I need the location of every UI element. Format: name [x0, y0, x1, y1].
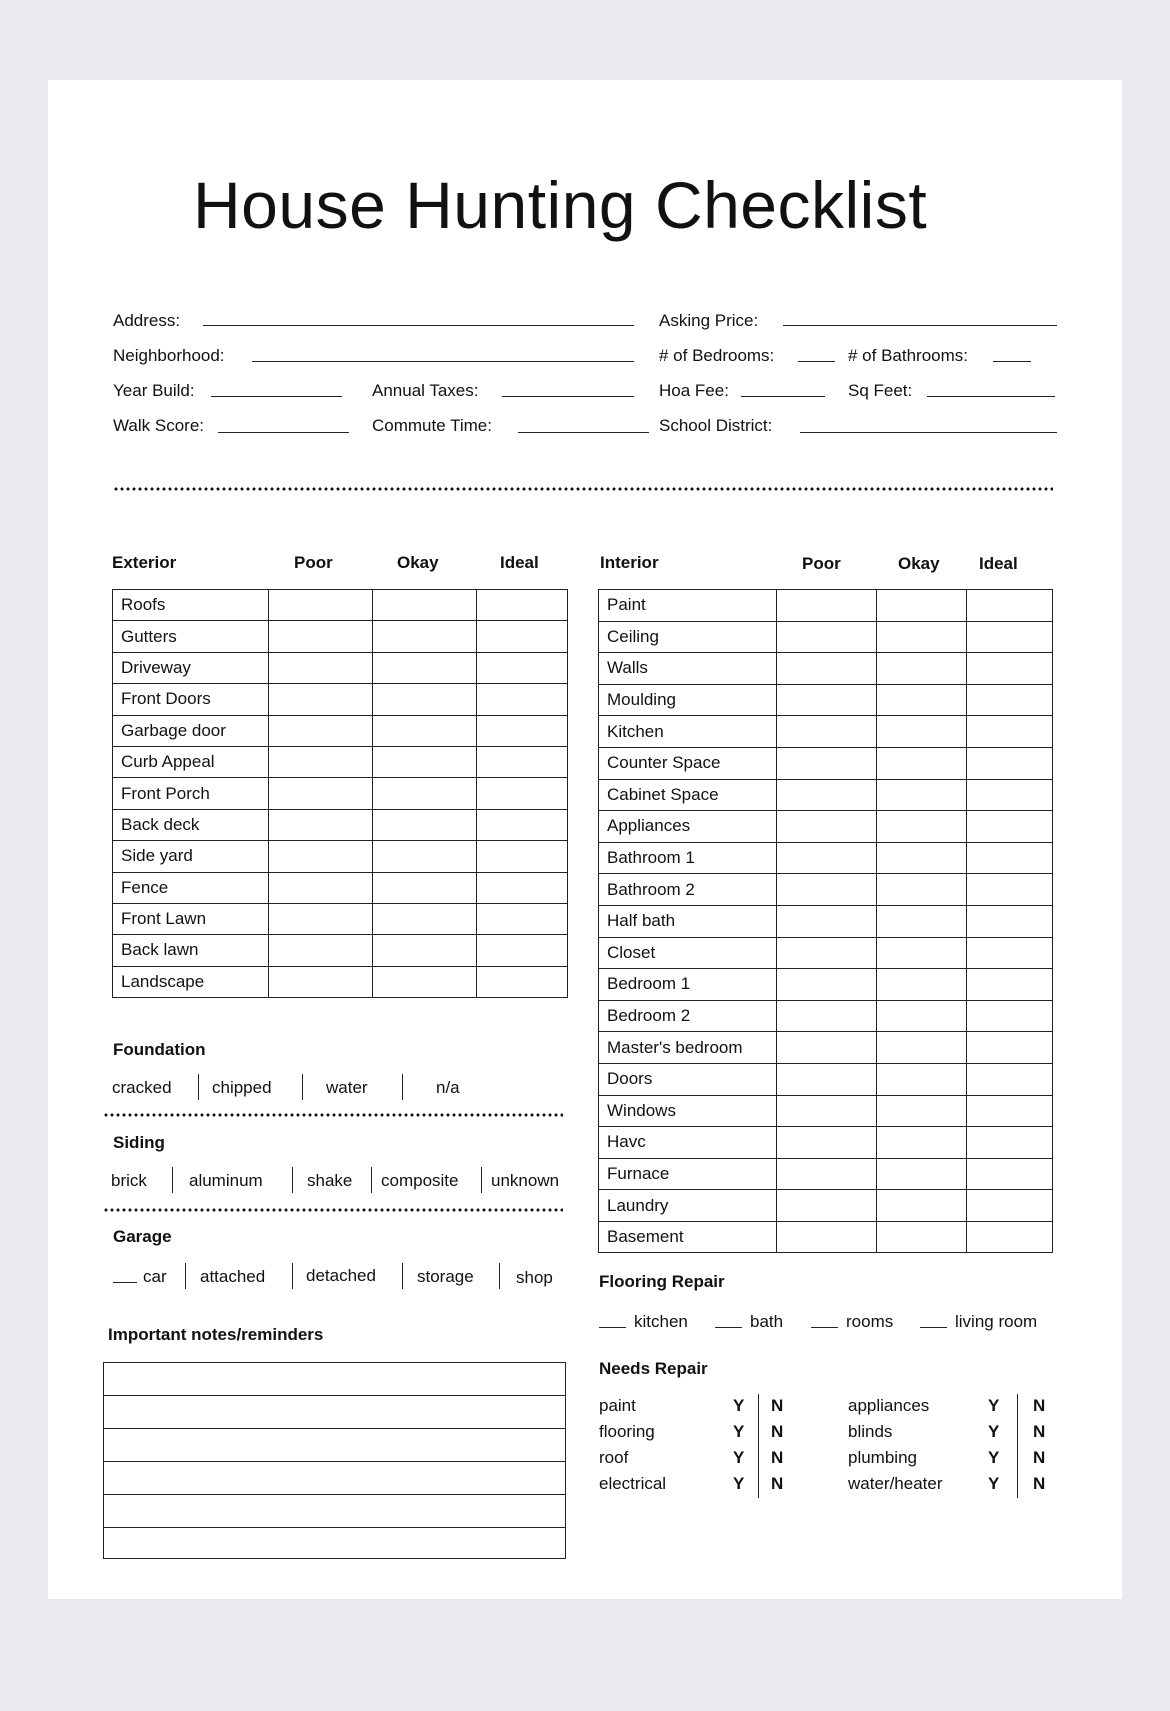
separator: [292, 1263, 293, 1289]
flooring-option: bath: [750, 1312, 784, 1331]
commute-time-label: Commute Time:: [372, 416, 492, 435]
interior-heading: Interior: [600, 553, 659, 572]
needs-repair-heading: Needs Repair: [599, 1359, 708, 1378]
rating-cell-ideal[interactable]: [967, 969, 1053, 1001]
table-row: [599, 811, 1053, 843]
rating-cell-poor[interactable]: [777, 716, 877, 748]
neighborhood-label: Neighborhood:: [113, 346, 225, 365]
separator: [172, 1167, 173, 1193]
rating-cell-okay[interactable]: [373, 966, 477, 997]
annual-taxes-field[interactable]: [502, 396, 634, 397]
asking-price-field[interactable]: [783, 325, 1057, 326]
yes-option[interactable]: Y: [733, 1422, 745, 1441]
rating-cell-ideal[interactable]: [967, 937, 1053, 969]
rating-cell-okay[interactable]: [877, 937, 967, 969]
table-row: [599, 653, 1053, 685]
rating-cell-poor[interactable]: [269, 809, 373, 840]
yes-option[interactable]: Y: [733, 1448, 745, 1467]
flooring-bath-field[interactable]: [715, 1327, 742, 1328]
repair-item-label: plumbing: [848, 1448, 917, 1467]
commute-time-field[interactable]: [518, 432, 649, 433]
row-label: Front Doors: [113, 684, 269, 715]
bathrooms-label: # of Bathrooms:: [848, 346, 969, 365]
rating-cell-poor[interactable]: [269, 778, 373, 809]
rating-cell-poor[interactable]: [777, 1190, 877, 1222]
rating-cell-poor[interactable]: [777, 684, 877, 716]
rating-cell-poor[interactable]: [777, 969, 877, 1001]
bedrooms-field[interactable]: [798, 361, 835, 362]
row-label: Counter Space: [599, 747, 777, 779]
rating-cell-ideal[interactable]: [477, 809, 568, 840]
rating-cell-ideal[interactable]: [967, 1158, 1053, 1190]
rating-cell-ideal[interactable]: [967, 716, 1053, 748]
table-row: [113, 621, 568, 652]
rating-cell-poor[interactable]: [777, 621, 877, 653]
rating-cell-poor[interactable]: [777, 842, 877, 874]
rating-cell-okay[interactable]: [877, 779, 967, 811]
address-label: Address:: [113, 311, 181, 330]
foundation-option[interactable]: n/a: [436, 1078, 460, 1097]
rating-cell-poor[interactable]: [777, 1032, 877, 1064]
separator: [1017, 1394, 1018, 1420]
rating-cell-okay[interactable]: [373, 935, 477, 966]
foundation-option[interactable]: chipped: [212, 1078, 272, 1097]
rating-cell-okay[interactable]: [373, 715, 477, 746]
rating-cell-okay[interactable]: [877, 1221, 967, 1253]
table-row: [599, 1221, 1053, 1253]
row-label: Curb Appeal: [113, 746, 269, 777]
table-row: [599, 1127, 1053, 1159]
rating-cell-poor[interactable]: [777, 811, 877, 843]
no-option[interactable]: N: [1033, 1474, 1046, 1493]
flooring-heading: Flooring Repair: [599, 1272, 725, 1291]
siding-option[interactable]: composite: [381, 1171, 459, 1190]
rating-cell-okay[interactable]: [877, 1063, 967, 1095]
table-row: [113, 590, 568, 621]
yes-option[interactable]: Y: [988, 1448, 1000, 1467]
repair-item-label: flooring: [599, 1422, 655, 1441]
table-row: [113, 903, 568, 934]
flooring-option: rooms: [846, 1312, 894, 1331]
table-row: [599, 937, 1053, 969]
row-label: Half bath: [599, 905, 777, 937]
no-option[interactable]: N: [1033, 1448, 1046, 1467]
table-row: [113, 684, 568, 715]
rating-cell-okay[interactable]: [877, 1032, 967, 1064]
table-row: [599, 1190, 1053, 1222]
exterior-heading: Exterior: [112, 553, 177, 572]
row-label: Kitchen: [599, 716, 777, 748]
row-label: Back deck: [113, 809, 269, 840]
row-label: Cabinet Space: [599, 779, 777, 811]
table-row: [599, 747, 1053, 779]
rating-cell-ideal[interactable]: [967, 905, 1053, 937]
table-row: [599, 1095, 1053, 1127]
yes-option[interactable]: Y: [733, 1396, 745, 1415]
notes-heading: Important notes/reminders: [108, 1325, 324, 1344]
rating-cell-ideal[interactable]: [967, 779, 1053, 811]
rating-cell-ideal[interactable]: [477, 746, 568, 777]
table-row: [599, 621, 1053, 653]
interior-col-okay: Okay: [898, 554, 940, 573]
rating-cell-poor[interactable]: [777, 1221, 877, 1253]
yes-option[interactable]: Y: [988, 1474, 1000, 1493]
rating-cell-okay[interactable]: [877, 716, 967, 748]
interior-col-ideal: Ideal: [979, 554, 1018, 573]
hoa-fee-field[interactable]: [741, 396, 825, 397]
table-row: [113, 841, 568, 872]
rating-cell-okay[interactable]: [877, 1127, 967, 1159]
rating-cell-ideal[interactable]: [967, 684, 1053, 716]
separator: [758, 1446, 759, 1472]
flooring-rooms-field[interactable]: [811, 1327, 838, 1328]
rating-cell-poor[interactable]: [777, 779, 877, 811]
separator: [481, 1167, 482, 1193]
no-option[interactable]: N: [1033, 1422, 1046, 1441]
table-row: [113, 872, 568, 903]
sq-feet-label: Sq Feet:: [848, 381, 913, 400]
table-row: [599, 874, 1053, 906]
rating-cell-ideal[interactable]: [967, 1095, 1053, 1127]
exterior-col-ideal: Ideal: [500, 553, 539, 572]
separator: [758, 1420, 759, 1446]
rating-cell-poor[interactable]: [269, 621, 373, 652]
row-label: Moulding: [599, 684, 777, 716]
annual-taxes-label: Annual Taxes:: [372, 381, 479, 400]
separator: [371, 1167, 372, 1193]
rating-cell-poor[interactable]: [777, 590, 877, 622]
rating-cell-okay[interactable]: [373, 621, 477, 652]
table-row: [599, 716, 1053, 748]
rating-cell-poor[interactable]: [269, 841, 373, 872]
year-build-field[interactable]: [211, 396, 342, 397]
repair-item-label: electrical: [599, 1474, 667, 1493]
separator: [758, 1472, 759, 1498]
table-row: [113, 809, 568, 840]
rating-cell-ideal[interactable]: [477, 715, 568, 746]
repair-item-label: water/heater: [848, 1474, 943, 1493]
table-row: [113, 778, 568, 809]
rating-cell-poor[interactable]: [777, 1095, 877, 1127]
rating-cell-poor[interactable]: [777, 1127, 877, 1159]
garage-option[interactable]: storage: [417, 1267, 474, 1286]
hoa-fee-label: Hoa Fee:: [659, 381, 729, 400]
garage-heading: Garage: [113, 1227, 172, 1246]
yes-option[interactable]: Y: [733, 1474, 745, 1493]
row-label: Basement: [599, 1221, 777, 1253]
row-label: Windows: [599, 1095, 777, 1127]
interior-table: [598, 589, 1053, 1253]
row-label: Roofs: [113, 590, 269, 621]
rating-cell-poor[interactable]: [777, 905, 877, 937]
rating-cell-okay[interactable]: [877, 969, 967, 1001]
rating-cell-okay[interactable]: [877, 1000, 967, 1032]
separator: [1017, 1446, 1018, 1472]
table-row: [113, 652, 568, 683]
rating-cell-poor[interactable]: [269, 590, 373, 621]
rating-cell-poor[interactable]: [269, 684, 373, 715]
row-label: Side yard: [113, 841, 269, 872]
row-label: Bedroom 2: [599, 1000, 777, 1032]
no-option[interactable]: N: [771, 1396, 784, 1415]
row-label: Front Lawn: [113, 903, 269, 934]
row-label: Gutters: [113, 621, 269, 652]
row-label: Appliances: [599, 811, 777, 843]
rating-cell-ideal[interactable]: [967, 621, 1053, 653]
separator: [1017, 1420, 1018, 1446]
rating-cell-ideal[interactable]: [477, 903, 568, 934]
dotted-divider: [103, 1113, 563, 1117]
yes-option[interactable]: Y: [988, 1396, 1000, 1415]
rating-cell-okay[interactable]: [877, 1158, 967, 1190]
rating-cell-ideal[interactable]: [967, 1221, 1053, 1253]
rating-cell-ideal[interactable]: [477, 684, 568, 715]
row-label: Havc: [599, 1127, 777, 1159]
rating-cell-poor[interactable]: [777, 1000, 877, 1032]
rating-cell-poor[interactable]: [269, 903, 373, 934]
table-row: [599, 1158, 1053, 1190]
separator: [292, 1167, 293, 1193]
repair-item-label: appliances: [848, 1396, 930, 1415]
rating-cell-okay[interactable]: [877, 621, 967, 653]
rating-cell-ideal[interactable]: [967, 590, 1053, 622]
rating-cell-poor[interactable]: [777, 1158, 877, 1190]
rating-cell-poor[interactable]: [777, 937, 877, 969]
garage-option[interactable]: shop: [516, 1268, 553, 1287]
rating-cell-ideal[interactable]: [967, 1127, 1053, 1159]
rating-cell-okay[interactable]: [373, 809, 477, 840]
rating-cell-okay[interactable]: [877, 842, 967, 874]
rating-cell-ideal[interactable]: [477, 621, 568, 652]
foundation-option[interactable]: cracked: [112, 1078, 172, 1097]
rating-cell-ideal[interactable]: [477, 841, 568, 872]
rating-cell-ideal[interactable]: [477, 778, 568, 809]
year-build-label: Year Build:: [113, 381, 195, 400]
rating-cell-ideal[interactable]: [967, 653, 1053, 685]
row-label: Laundry: [599, 1190, 777, 1222]
rating-cell-okay[interactable]: [877, 684, 967, 716]
rating-cell-ideal[interactable]: [967, 747, 1053, 779]
flooring-option: living room: [955, 1312, 1038, 1331]
rating-cell-okay[interactable]: [877, 653, 967, 685]
separator: [499, 1263, 500, 1289]
rating-cell-poor[interactable]: [269, 935, 373, 966]
rating-cell-poor[interactable]: [269, 715, 373, 746]
car-count-field[interactable]: [113, 1282, 137, 1283]
rating-cell-okay[interactable]: [373, 746, 477, 777]
rating-cell-poor[interactable]: [777, 747, 877, 779]
garage-option[interactable]: detached: [306, 1266, 376, 1285]
separator: [402, 1074, 403, 1100]
table-row: [599, 842, 1053, 874]
row-label: Front Porch: [113, 778, 269, 809]
bedrooms-label: # of Bedrooms:: [659, 346, 775, 365]
siding-option[interactable]: brick: [111, 1171, 147, 1190]
flooring-option: kitchen: [634, 1312, 688, 1331]
table-row: [113, 935, 568, 966]
flooring-living-room-field[interactable]: [920, 1327, 947, 1328]
rating-cell-ideal[interactable]: [967, 1032, 1053, 1064]
rating-cell-okay[interactable]: [373, 590, 477, 621]
walk-score-label: Walk Score:: [113, 416, 205, 435]
asking-price-label: Asking Price:: [659, 311, 759, 330]
garage-option[interactable]: attached: [200, 1267, 266, 1286]
row-label: Paint: [599, 590, 777, 622]
rating-cell-ideal[interactable]: [477, 872, 568, 903]
rating-cell-okay[interactable]: [877, 747, 967, 779]
rating-cell-okay[interactable]: [877, 874, 967, 906]
rating-cell-okay[interactable]: [877, 590, 967, 622]
row-label: Walls: [599, 653, 777, 685]
table-row: [113, 715, 568, 746]
rating-cell-ideal[interactable]: [477, 590, 568, 621]
table-row: [599, 1032, 1053, 1064]
garage-option[interactable]: car: [143, 1267, 167, 1286]
rating-cell-okay[interactable]: [877, 1095, 967, 1127]
exterior-col-poor: Poor: [294, 553, 333, 572]
rating-cell-okay[interactable]: [877, 1190, 967, 1222]
no-option[interactable]: N: [771, 1422, 784, 1441]
school-district-field[interactable]: [800, 432, 1057, 433]
sq-feet-field[interactable]: [927, 396, 1055, 397]
notes-box[interactable]: [103, 1362, 566, 1559]
siding-option[interactable]: unknown: [491, 1171, 560, 1190]
rating-cell-poor[interactable]: [269, 966, 373, 997]
separator: [1017, 1472, 1018, 1498]
rating-cell-poor[interactable]: [777, 653, 877, 685]
rating-cell-poor[interactable]: [269, 746, 373, 777]
siding-heading: Siding: [113, 1133, 165, 1152]
table-row: [599, 969, 1053, 1001]
rating-cell-okay[interactable]: [877, 905, 967, 937]
dotted-divider: [103, 1208, 563, 1212]
rating-cell-poor[interactable]: [777, 874, 877, 906]
table-row: [113, 966, 568, 997]
rating-cell-okay[interactable]: [373, 778, 477, 809]
row-label: Bathroom 1: [599, 842, 777, 874]
row-label: Furnace: [599, 1158, 777, 1190]
row-label: Bathroom 2: [599, 874, 777, 906]
row-label: Garbage door: [113, 715, 269, 746]
table-row: [599, 590, 1053, 622]
row-label: Closet: [599, 937, 777, 969]
foundation-option[interactable]: water: [326, 1078, 368, 1097]
rating-cell-okay[interactable]: [877, 811, 967, 843]
page-title: House Hunting Checklist: [193, 168, 928, 242]
table-row: [599, 1000, 1053, 1032]
interior-col-poor: Poor: [802, 554, 841, 573]
flooring-kitchen-field[interactable]: [599, 1327, 626, 1328]
rating-cell-ideal[interactable]: [477, 935, 568, 966]
table-row: [599, 905, 1053, 937]
rating-cell-ideal[interactable]: [967, 874, 1053, 906]
rating-cell-poor[interactable]: [269, 872, 373, 903]
row-label: Bedroom 1: [599, 969, 777, 1001]
rating-cell-ideal[interactable]: [477, 966, 568, 997]
repair-item-label: blinds: [848, 1422, 893, 1441]
row-label: Ceiling: [599, 621, 777, 653]
exterior-col-okay: Okay: [397, 553, 439, 572]
no-option[interactable]: N: [771, 1448, 784, 1467]
rating-cell-okay[interactable]: [373, 903, 477, 934]
bathrooms-field[interactable]: [993, 361, 1031, 362]
separator: [185, 1263, 186, 1289]
rating-cell-ideal[interactable]: [967, 1190, 1053, 1222]
row-label: Landscape: [113, 966, 269, 997]
dotted-divider: [113, 487, 1053, 491]
rating-cell-ideal[interactable]: [967, 1000, 1053, 1032]
separator: [302, 1074, 303, 1100]
separator: [758, 1394, 759, 1420]
rating-cell-okay[interactable]: [373, 684, 477, 715]
rating-cell-ideal[interactable]: [967, 1063, 1053, 1095]
rating-cell-okay[interactable]: [373, 652, 477, 683]
exterior-table: [112, 589, 568, 998]
walk-score-field[interactable]: [218, 432, 349, 433]
yes-option[interactable]: Y: [988, 1422, 1000, 1441]
rating-cell-okay[interactable]: [373, 872, 477, 903]
row-label: Back lawn: [113, 935, 269, 966]
table-row: [599, 684, 1053, 716]
no-option[interactable]: N: [1033, 1396, 1046, 1415]
table-row: [599, 779, 1053, 811]
rating-cell-ideal[interactable]: [967, 811, 1053, 843]
no-option[interactable]: N: [771, 1474, 784, 1493]
siding-option[interactable]: aluminum: [189, 1171, 263, 1190]
siding-option[interactable]: shake: [307, 1171, 353, 1190]
row-label: Fence: [113, 872, 269, 903]
rating-cell-ideal[interactable]: [477, 652, 568, 683]
rating-cell-poor[interactable]: [269, 652, 373, 683]
rating-cell-ideal[interactable]: [967, 842, 1053, 874]
table-row: [113, 746, 568, 777]
separator: [198, 1074, 199, 1100]
table-row: [599, 1063, 1053, 1095]
foundation-heading: Foundation: [113, 1040, 206, 1059]
repair-item-label: paint: [599, 1396, 636, 1415]
row-label: Driveway: [113, 652, 269, 683]
neighborhood-field[interactable]: [252, 361, 634, 362]
rating-cell-poor[interactable]: [777, 1063, 877, 1095]
row-label: Doors: [599, 1063, 777, 1095]
address-field[interactable]: [203, 325, 634, 326]
row-label: Master's bedroom: [599, 1032, 777, 1064]
rating-cell-okay[interactable]: [373, 841, 477, 872]
repair-item-label: roof: [599, 1448, 629, 1467]
separator: [402, 1263, 403, 1289]
school-district-label: School District:: [659, 416, 773, 435]
